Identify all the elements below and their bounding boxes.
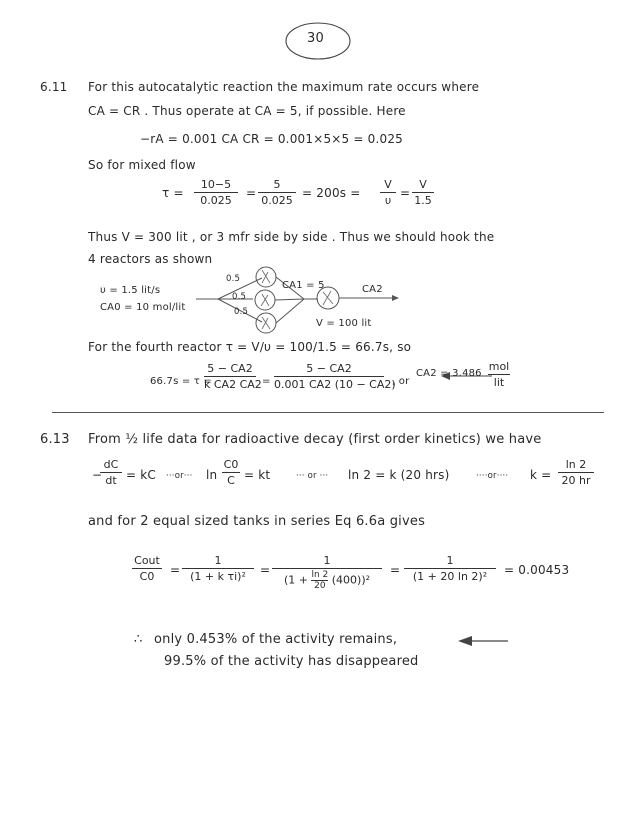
p611-fourth-reactor: For the fourth reactor τ = V/υ = 100/1.5 = 66.7s, so (88, 340, 412, 354)
p613-equals-f: = (260, 563, 271, 577)
p611-fraction-6: 5 − CA2 0.001 CA2 (10 − CA2) (274, 362, 396, 391)
p613-equals-e: = (170, 563, 181, 577)
p611-or: , or (392, 376, 410, 387)
p613-ln: ln (206, 468, 218, 482)
p611-rate-equation: −rA = 0.001 CA CR = 0.001×5×5 = 0.025 (140, 132, 404, 146)
diagram-split-1: 0.5 (226, 274, 241, 284)
p613-equals-g: = (390, 563, 401, 577)
diagram-feed-concentration: CA0 = 10 mol/lit (100, 302, 186, 313)
p611-fraction-3: V υ (380, 178, 396, 207)
p613-fraction-2-den-b: (400))² (331, 573, 371, 587)
p611-equals-200s: = 200s = (302, 186, 361, 200)
page-number: 30 (307, 31, 324, 46)
p611-unit: mol lit (488, 360, 510, 389)
p613-conclusion-2: 99.5% of the activity has disappeared (164, 654, 419, 669)
p611-fraction-4: V 1.5 (412, 178, 434, 207)
p611-equals-a: = (246, 186, 257, 200)
p613-dc-dt: dC dt (100, 458, 122, 487)
p613-or-3: ····or···· (476, 471, 509, 481)
p611-tau-value: 66.7s = τ = (150, 376, 212, 387)
problem-number-6-13: 6.13 (40, 432, 70, 447)
p611-fraction-1: 10−5 0.025 (194, 178, 238, 207)
p611-line-2: CA = CR . Thus operate at CA = 5, if possible. Here (88, 104, 406, 118)
p613-or-2: ··· or ··· (296, 471, 329, 481)
p611-fraction-5: 5 − CA2 k CA2 CA2 (204, 362, 262, 391)
p611-line-1: For this autocatalytic reaction the maximum rate occurs where (88, 80, 480, 94)
p611-fraction-2: 5 0.025 (258, 178, 296, 207)
p613-fraction-3: 1 (1 + 20 ln 2)² (404, 554, 496, 583)
diagram-ca2: CA2 (362, 284, 383, 295)
p613-k-fraction: ln 2 20 hr (558, 458, 594, 487)
p611-tau-lhs: τ = (162, 186, 184, 200)
p611-equals-c: = (400, 186, 411, 200)
p613-tanks-line: and for 2 equal sized tanks in series Eq 6.6a gives (88, 514, 426, 529)
p611-ca2-result: CA2 = 3.486 (416, 368, 482, 379)
diagram-split-3: 0.5 (234, 307, 249, 317)
problem-number-6-11: 6.11 (40, 80, 68, 94)
therefore-symbol: ∴ (134, 632, 143, 647)
diagram-volume: V = 100 lit (316, 318, 372, 329)
p611-equals-d: = (262, 376, 271, 387)
p613-c0-over-c: C0 C (223, 458, 239, 487)
p613-or-1: ···or··· (166, 471, 193, 481)
p613-minus: − (92, 468, 103, 482)
p613-kc: = kC (126, 468, 156, 482)
p613-line-1: From ½ life data for radioactive decay (first order kinetics) we have (88, 432, 542, 447)
p613-result: = 0.00453 (504, 563, 570, 577)
p613-conclusion-1: only 0.453% of the activity remains, (154, 632, 398, 647)
p613-k-lhs: k = (530, 468, 552, 482)
p613-ln2-over-20: $\frac{\ln 2}{20}$ (311, 570, 329, 591)
p613-fraction-1: 1 (1 + k τi)² (182, 554, 254, 583)
section-divider (52, 412, 604, 413)
p611-thus-line-2: 4 reactors as shown (88, 252, 213, 266)
diagram-split-2: 0.5 (232, 292, 247, 302)
p613-fraction-2: 1 (1 + $\frac{\ln 2}{20}$ (400))² (272, 554, 382, 591)
answer-arrow-icon-2 (458, 636, 472, 646)
p611-mixed-flow: So for mixed flow (88, 158, 196, 172)
diagram-flow-rate: υ = 1.5 lit/s (100, 285, 161, 296)
p613-fraction-2-den-a: (1 + (283, 573, 308, 587)
diagram-ca1: CA1 = 5 (282, 280, 325, 291)
p613-kt: = kt (244, 468, 271, 482)
p613-cout-over-c0: Cout C0 (132, 554, 162, 583)
p613-ln2-equation: ln 2 = k (20 hrs) (348, 468, 450, 482)
p611-thus-line-1: Thus V = 300 lit , or 3 mfr side by side . Thus we should hook the (88, 230, 495, 244)
outlet-arrow-icon (392, 295, 399, 301)
